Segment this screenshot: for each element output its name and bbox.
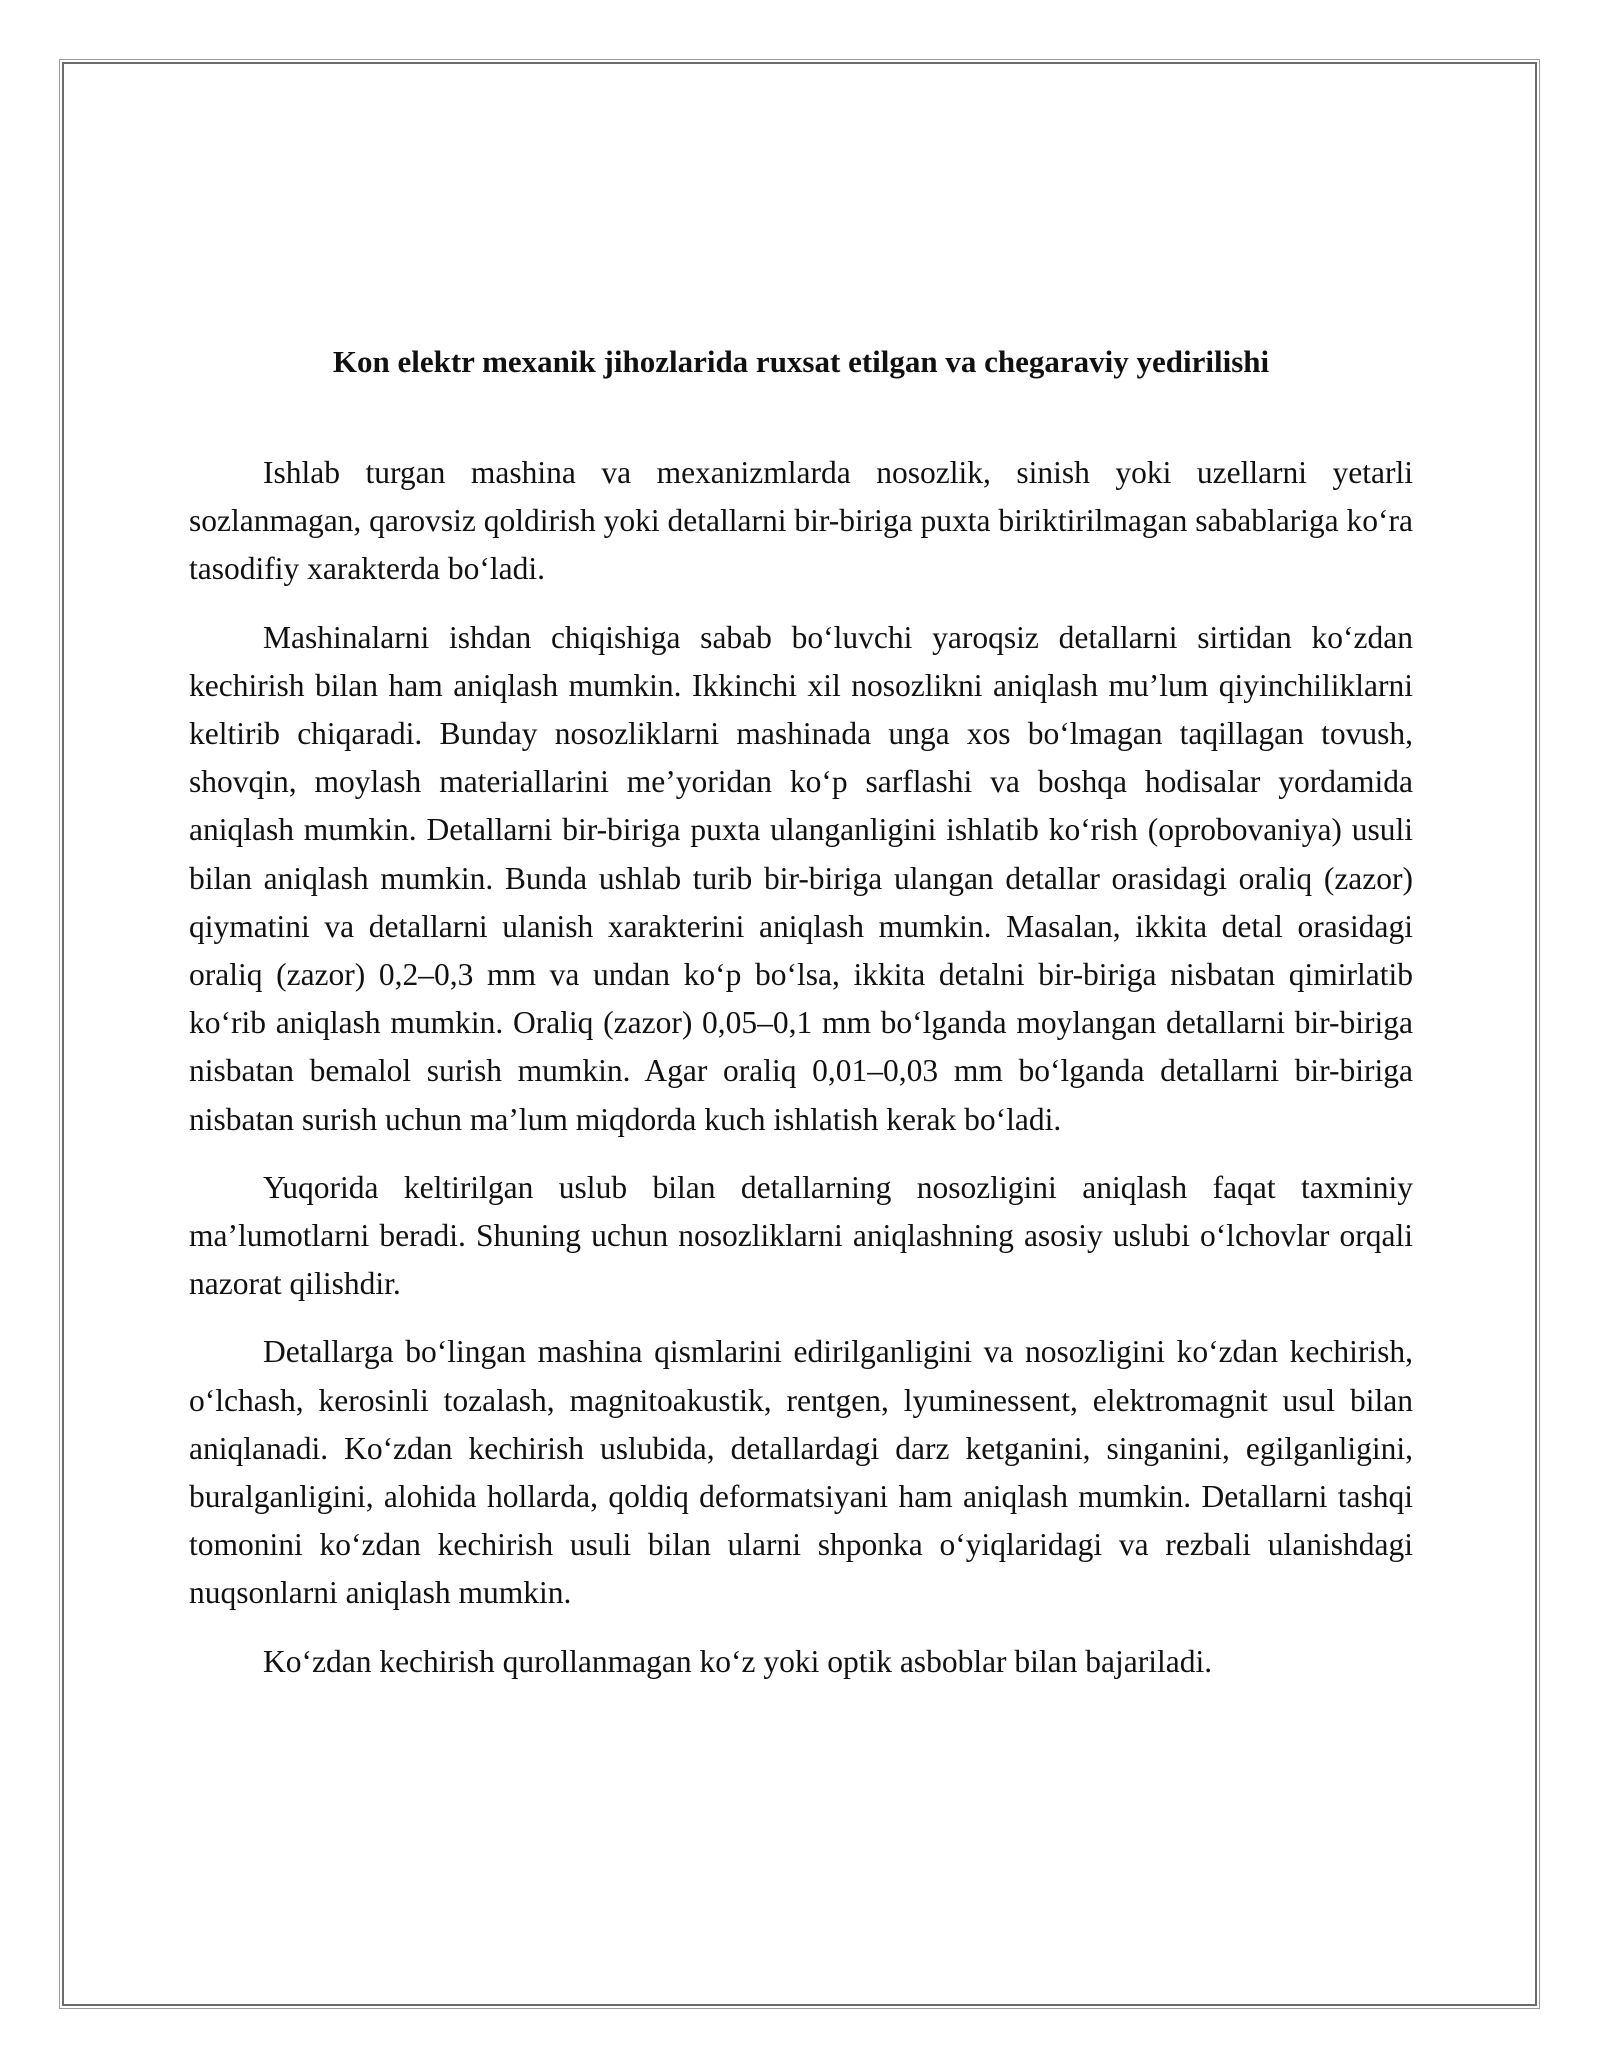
paragraph-4: Detallarga boʻlingan mashina qismlarini edirilganligini va nosozligini koʻzdan kechirish, oʻlchash, kerosinli tozalash, magnitoakustik, rentgen, lyuminessent, elektromagnit usul bilan aniqlanadi. Koʻzdan kechirish uslubida, detallardagi darz ketganini, singanini, egilganligini, buralganligini, alohida hollarda, qoldiq deformatsiyani ham aniqlash mumkin. Detallarni tashqi tomonini koʻzdan kechirish usuli bilan ularni shponka oʻyiqlaridagi va rezbali ulanishdagi nuqsonlarni aniqlash mumkin. [189, 1334, 1413, 1611]
document-body [189, 338, 1413, 1706]
document-title: Kon elektr mexanik jihozlarida ruxsat etilgan va chegaraviy yedirilishi [332, 344, 1270, 379]
paragraph-5: Koʻzdan kechirish qurollanmagan koʻz yoki optik asboblar bilan bajariladi. [263, 1643, 1213, 1679]
paragraph-2: Mashinalarni ishdan chiqishiga sabab boʻluvchi yaroqsiz detallarni sirtidan koʻzdan kechirish bilan ham aniqlash mumkin. Ikkinchi xil nosozlikni aniqlash mu’lum qiyinchiliklarni keltirib chiqaradi. Bunday nosozliklarni mashinada unga xos boʻlmagan taqillagan tovush, shovqin, moylash materiallarini me’yoridan koʻp sarflashi va boshqa hodisalar yordamida aniqlash mumkin. Detallarni bir-biriga puxta ulanganligini ishlatib koʻrish (oprobovaniya) usuli bilan aniqlash mumkin. Bunda ushlab turib bir-biriga ulangan detallar orasidagi oraliq (zazor) qiymatini va detallarni ulanish xarakterini aniqlash mumkin. Masalan, ikkita detal orasidagi oraliq (zazor) 0,2–0,3 mm va undan koʻp boʻlsa, ikkita detalni bir-biriga nisbatan qimirlatib koʻrib aniqlash mumkin. Oraliq (zazor) 0,05–0,1 mm boʻlganda moylangan detallarni bir-biriga nisbatan bemalol surish mumkin. Agar oraliq 0,01–0,03 mm boʻlganda detallarni bir-biriga nisbatan surish uchun ma’lum miqdorda kuch ishlatish kerak boʻladi. [189, 619, 1413, 1137]
paragraph-1: Ishlab turgan mashina va mexanizmlarda nosozlik, sinish yoki uzellarni yetarli sozlanmagan, qarovsiz qoldirish yoki detallarni bir-biriga puxta biriktirilmagan sabablariga koʻra tasodifiy xarakterda boʻladi. [189, 455, 1413, 587]
paragraph-3: Yuqorida keltirilgan uslub bilan detallarning nosozligini aniqlash faqat taxminiy ma’lumotlarni beradi. Shuning uchun nosozliklarni aniqlashning asosiy uslubi oʻlchovlar orqali nazorat qilishdir. [189, 1169, 1413, 1302]
